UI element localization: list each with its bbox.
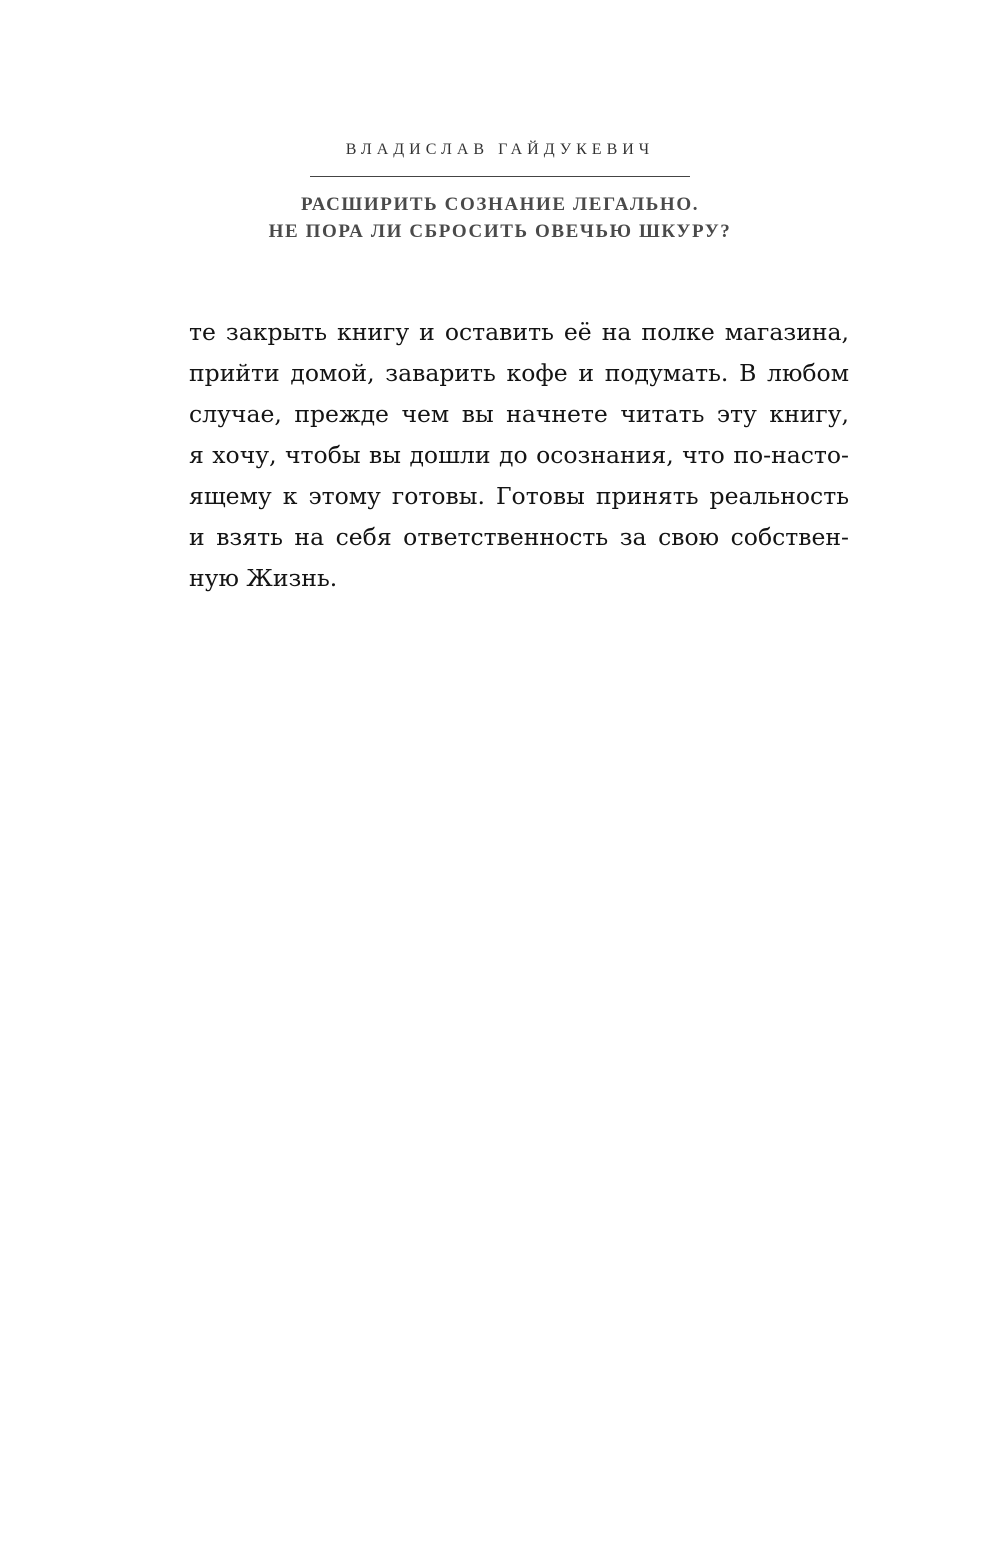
text-line: я хочу, чтобы вы дошли до осознания, что по-насто- [189,441,849,469]
text-line: случае, прежде чем вы начнете читать эту книгу, [189,400,849,428]
text-line: и взять на себя ответственность за свою собствен- [189,523,849,551]
text-line: ящему к этому готовы. Готовы принять реальность [189,482,849,510]
running-header [0,138,1000,245]
body-paragraph [189,312,849,599]
author-name: ВЛАДИСЛАВ ГАЙДУКЕВИЧ [345,141,655,158]
text-line: прийти домой, заварить кофе и подумать. В любом [189,359,849,387]
book-title-line-2: НЕ ПОРА ЛИ СБРОСИТЬ ОВЕЧЬЮ ШКУРУ? [268,221,732,242]
text-line: ную Жизнь. [189,564,338,592]
header-divider [310,176,690,177]
book-title [0,191,1000,245]
book-title-line-1: РАСШИРИТЬ СОЗНАНИЕ ЛЕГАЛЬНО. [300,194,700,215]
text-line: те закрыть книгу и оставить её на полке магазина, [189,318,849,346]
